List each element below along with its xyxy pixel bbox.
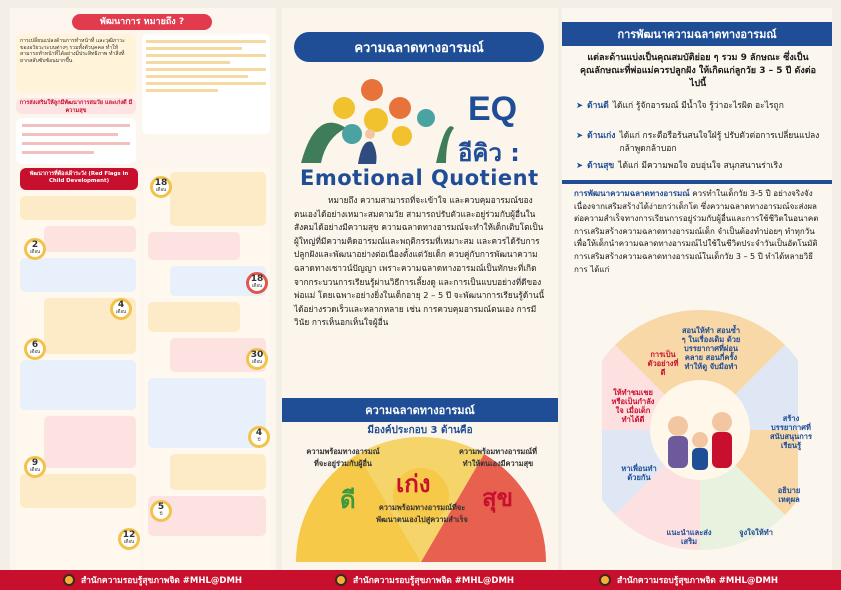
owl-logo-icon bbox=[335, 574, 347, 586]
panel1-subtitle: การส่งเสริมให้ลูกมีพัฒนาการสมวัย และเก่งดี มีความสุข bbox=[16, 98, 136, 114]
smart-label: เก่ง bbox=[396, 470, 431, 498]
footer-text: สำนักความรอบรู้สุขภาพจิต #MHL@DMH bbox=[616, 576, 779, 586]
intro-text: การเปลี่ยนแปลงด้านการทำหน้าที่ และวุฒิภาวะของอวัยวะระบบต่างๆ รวมทั้งตัวบุคคล ทำให้สามารถทำหน้าที่ได้อย่างมีประสิทธิภาพ ทำสิ่งที่ยากสลับซับซ้อนมากขึ้น bbox=[16, 34, 136, 94]
eq-components-title: ความฉลาดทางอารมณ์ bbox=[282, 398, 558, 422]
age-badge: 6 เดือน bbox=[24, 338, 46, 360]
happy-label: สุข bbox=[482, 484, 514, 512]
panel-development-eq bbox=[562, 8, 832, 574]
method-friends: หาเพื่อนทำด้วยกัน bbox=[621, 464, 657, 482]
owl-logo-icon bbox=[63, 574, 75, 586]
panel-eq bbox=[282, 8, 558, 574]
happy-desc: ความพร้อมทางอารมณ์ที่ทำให้ตนเองมีความสุข bbox=[458, 447, 538, 468]
age-badge: 12 เดือน bbox=[118, 528, 140, 550]
components-subtitle: มีองค์ประกอบ 3 ด้านคือ bbox=[367, 425, 473, 436]
eq-thai-heading: อีคิว : bbox=[458, 139, 520, 167]
age-badge: 9 เดือน bbox=[24, 456, 46, 478]
footer-text: สำนักความรอบรู้สุขภาพจิต #MHL@DMH bbox=[80, 576, 243, 586]
eq-definition: หมายถึง ความสามารถที่จะเข้าใจ และควบคุมอารมณ์ของตนเองได้อย่างเหมาะสมตามวัย สามารถปรับตัวและอยู่ร่วมกับผู้อื่นในสังคมได้อย่างมีความสุข ความฉลาดทางอารมณ์จะทำให้เด็กเติบโตเป็นผู้ใหญ่ที่มีความคิดอารมณ์และพฤติกรรมที่เหมาะสม และควรได้รับการปลูกฝังและพัฒนาอย่างต่อเนื่องตั้งแต่วัยเด็ก ควบคู่กับการพัฒนาความฉลาดทางเชาวน์ปัญญา เพราะความฉลาดทางอารมณ์เป็นทักษะที่เกิดจากกระบวนการเรียนรู้ผ่านวิธีการเลี้ยงดู และการเป็นแบบอย่างที่ดีของพ่อแม่ โดยเฉพาะอย่างยิ่งในเด็กอายุ 2 – 5 ปี จะพัฒนาการเรียนรู้ด้านนี้ได้อย่างรวดเร็วและหลากหลาย เช่น การควบคุมอารมณ์ตนเอง การมีวินัย การเห็นอกเห็นใจผู้อื่น bbox=[294, 195, 545, 328]
panel1-title: พัฒนาการ หมายถึง ? bbox=[72, 14, 212, 30]
emotion-faces-illustration bbox=[296, 68, 456, 166]
redflag-title: พัฒนาการที่ต้องเฝ้าระวัง (Red Flags in Child Development) bbox=[20, 168, 138, 190]
arrow-icon: ➤ bbox=[576, 131, 584, 141]
age-badge: 2 เดือน bbox=[24, 238, 46, 260]
eq-english-heading: Emotional Quotient bbox=[300, 166, 539, 190]
smart-desc: ความพร้อมทางอารมณ์ที่จะพัฒนาตนเองไปสู่ความสำเร็จ bbox=[376, 503, 468, 524]
footer bbox=[0, 570, 841, 590]
tips-box bbox=[142, 34, 270, 134]
divider bbox=[562, 180, 832, 184]
method-praise: ให้ทำชมเชย หรือเป็นกำลังใจ เมื่อเด็กทำได้ดี bbox=[611, 388, 655, 424]
dev-title: การพัฒนาความฉลาดทางอารมณ์ bbox=[562, 22, 832, 46]
method-reason: อธิบายเหตุผล bbox=[777, 486, 801, 504]
owl-logo-icon bbox=[599, 574, 611, 586]
method-atmosphere: สร้างบรรยากาศที่สนับสนุนการเรียนรู้ bbox=[769, 414, 813, 450]
tips-list bbox=[16, 118, 136, 164]
trait-row-smart: ➤ ด้านเก่ง ได้แก่ กระตือรือร้นสนใจใฝ่รู้ ปรับตัวต่อการเปลี่ยนแปลง กล้าพูดกล้าบอก bbox=[576, 131, 820, 154]
trait-row-good: ➤ ด้านดี ได้แก่ รู้จักอารมณ์ มีน้ำใจ รู้ว่าอะไรผิด อะไรถูก bbox=[576, 101, 784, 111]
method-guide: แนะนำและส่งเสริม bbox=[666, 528, 712, 546]
age-badge: 4 เดือน bbox=[110, 298, 132, 320]
arrow-icon: ➤ bbox=[576, 161, 584, 171]
age-badge: 4 ปี bbox=[248, 426, 270, 448]
good-label: ดี bbox=[340, 486, 356, 514]
method-motivate: จูงใจให้ทำ bbox=[739, 528, 773, 537]
method-role-model: การเป็นตัวอย่างที่ดี bbox=[647, 350, 679, 377]
eq-heading: EQ bbox=[468, 90, 518, 128]
traits-intro: แต่ละด้านแบ่งเป็นคุณสมบัติย่อย ๆ รวม 9 ลักษณะ ซึ่งเป็นคุณลักษณะที่พ่อแม่ควรปลูกฝัง ให้เกิดแก่ลูกวัย 3 – 5 ปี ดังต่อไปนี้ bbox=[580, 53, 816, 89]
age-badge: 5 ปี bbox=[150, 500, 172, 522]
panel-development bbox=[10, 8, 276, 574]
age-badge: 30 เดือน bbox=[246, 348, 268, 370]
footer-text: สำนักความรอบรู้สุขภาพจิต #MHL@DMH bbox=[352, 576, 515, 586]
method-teach: สอนให้ทำ สอนซ้ำ ๆ ในเรื่องเดิม ด้วยบรรยากาศที่ผ่อนคลาย สอนกี่ครั้งทำให้ดู จับมือทำ bbox=[681, 326, 741, 371]
dev-paragraph: การพัฒนาความฉลาดทางอารมณ์ ควรทำในเด็กวัย 3-5 ปี อย่างจริงจัง เนื่องจากเสริมสร้างได้ง่ายกว่าเด็กโต ซึ่งความฉลาดทางอารมณ์จะส่งผลต่อความสำเร็จทางการเรียนการอยู่ร่วมกับผู้อื่นและการใช้ชีวิตในอนาคต การเสริมสร้างความฉลาดทางอารมณ์เด็ก จำเป็นต้องทำบ่อยๆ ทำทุกวัน เพื่อให้เด็กนำความฉลาดทางอารมณ์ไปใช้ในชีวิตประจำวันเป็นอัตโนมัติ การเสริมสร้างความฉลาดทางอารมณ์ในเด็กวัย 3 – 5 ปี ทำได้หลายวิธีการ ได้แก่ bbox=[574, 189, 819, 274]
good-desc: ความพร้อมทางอารมณ์ที่จะอยู่ร่วมกับผู้อื่น bbox=[306, 447, 380, 468]
age-badge: 18 เดือน bbox=[150, 176, 172, 198]
arrow-icon: ➤ bbox=[576, 101, 584, 111]
age-badge: 18 เดือน bbox=[246, 272, 268, 294]
eq-title: ความฉลาดทางอารมณ์ bbox=[294, 32, 544, 62]
trait-row-happy: ➤ ด้านสุข ได้แก่ มีความพอใจ อบอุ่นใจ สนุกสนานร่าเริง bbox=[576, 161, 783, 171]
